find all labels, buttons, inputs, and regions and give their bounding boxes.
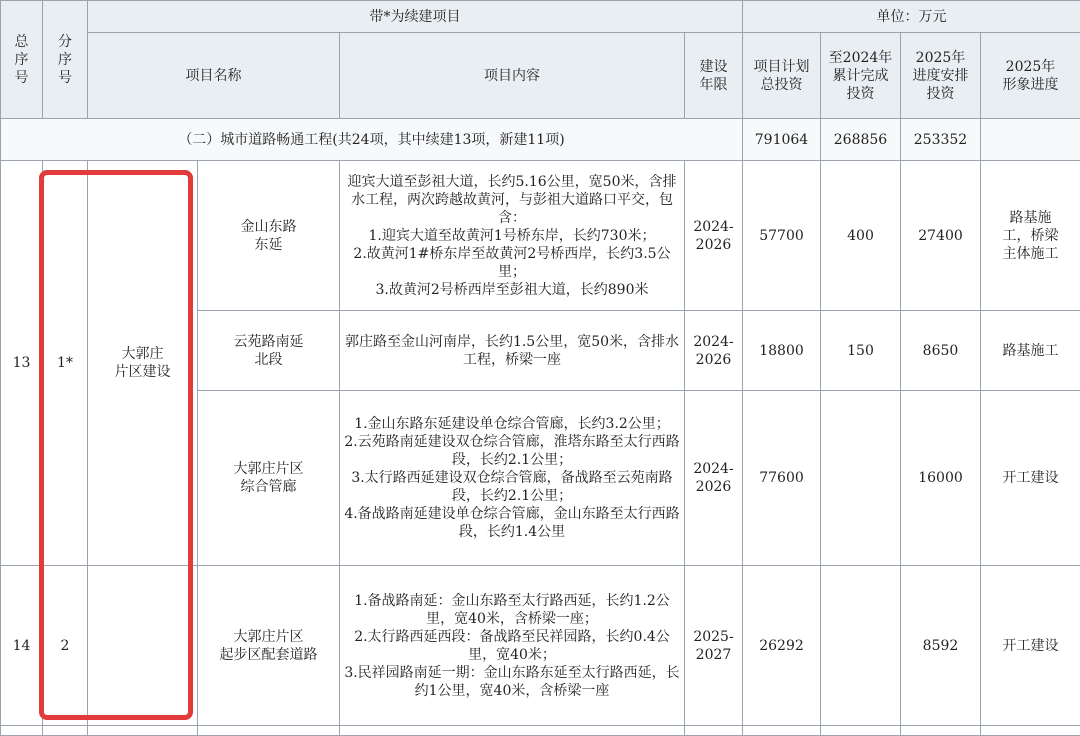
col-total-no-label: 总 序 号 [15,34,29,86]
project-period: 2024- 2026 [685,391,743,566]
col-sub-no-label: 分 序 号 [58,34,72,86]
col-total-no [1,1,43,119]
table-row [1,161,1080,311]
unit-label: 单位：万元 [743,1,1080,33]
project-plan: 77600 [743,391,821,566]
project-done: 400 [821,161,901,311]
project-progress: 路基施工 [981,311,1080,391]
project-plan: 57700 [743,161,821,311]
project-done [821,391,901,566]
table-row [1,566,1080,726]
project-name: 云苑路南延 北段 [198,311,340,391]
header-top-row [1,1,1080,33]
total-no-13: 13 [1,161,43,566]
col-progress: 2025年 形象进度 [981,33,1080,119]
project-progress: 开工建设 [981,391,1080,566]
project-content: 1.备战路南延：金山东路至太行路西延，长约1.2公里，宽40米，含桥梁一座； 2.太行路西延西段：备战路至民祥园路，长约0.4公里，宽40米； 3.民祥园路南延一期：金山东路东延至太行路西延，长约1公里，宽40米，含桥梁一座 [340,566,685,726]
project-period: 2024- 2026 [685,161,743,311]
category-done: 268856 [821,119,901,161]
project-2025: 27400 [901,161,981,311]
col-period: 建设 年限 [685,33,743,119]
header-row [1,33,1080,119]
project-name: 大郭庄片区 起步区配套道路 [198,566,340,726]
col-2025: 2025年 进度安排 投资 [901,33,981,119]
project-2025: 8650 [901,311,981,391]
total-no-14: 14 [1,566,43,726]
col-name: 项目名称 [88,33,340,119]
project-progress: 路基施 工，桥梁 主体施工 [981,161,1080,311]
col-content: 项目内容 [340,33,685,119]
project-done: 150 [821,311,901,391]
project-2025: 16000 [901,391,981,566]
table-row-partial [1,726,1080,736]
group-name: 大郭庄 片区建设 [88,161,198,566]
project-period: 2025- 2027 [685,566,743,726]
project-done [821,566,901,726]
sub-no-1: 1* [43,161,88,566]
category-row [1,119,1080,161]
category-plan: 791064 [743,119,821,161]
project-name: 大郭庄片区 综合管廊 [198,391,340,566]
project-progress: 开工建设 [981,566,1080,726]
table-title: 带*为续建项目 [88,1,743,33]
project-plan: 26292 [743,566,821,726]
project-plan: 18800 [743,311,821,391]
sub-no-2: 2 [43,566,88,726]
group-name-empty [88,566,198,726]
project-content: 郭庄路至金山河南岸，长约1.5公里，宽50米，含排水工程，桥梁一座 [340,311,685,391]
project-name: 金山东路 东延 [198,161,340,311]
col-done: 至2024年 累计完成 投资 [821,33,901,119]
category-progress [981,119,1080,161]
project-2025: 8592 [901,566,981,726]
col-plan: 项目计划 总投资 [743,33,821,119]
category-2025: 253352 [901,119,981,161]
project-period: 2024- 2026 [685,311,743,391]
project-content: 1.金山东路东延建设单仓综合管廊，长约3.2公里； 2.云苑路南延建设双仓综合管廊，淮塔东路至太行西路段，长约2.1公里； 3.太行路西延建设双仓综合管廊，备战路至云苑南路段，长约2.1公里； 4.备战路南延建设单仓综合管廊，金山东路至太行西路段，长约1.4公里 [340,391,685,566]
project-content: 迎宾大道至彭祖大道，长约5.16公里，宽50米，含排水工程，两次跨越故黄河，与彭祖大道路口平交，包含： 1.迎宾大道至故黄河1号桥东岸，长约730米； 2.故黄河1#桥东岸至故黄河2号桥西岸，长约3.5公里； 3.故黄河2号桥西岸至彭祖大道，长约890米 [340,161,685,311]
category-label: （二）城市道路畅通工程(共24项，其中续建13项，新建11项) [1,119,743,161]
col-sub-no [43,1,88,119]
